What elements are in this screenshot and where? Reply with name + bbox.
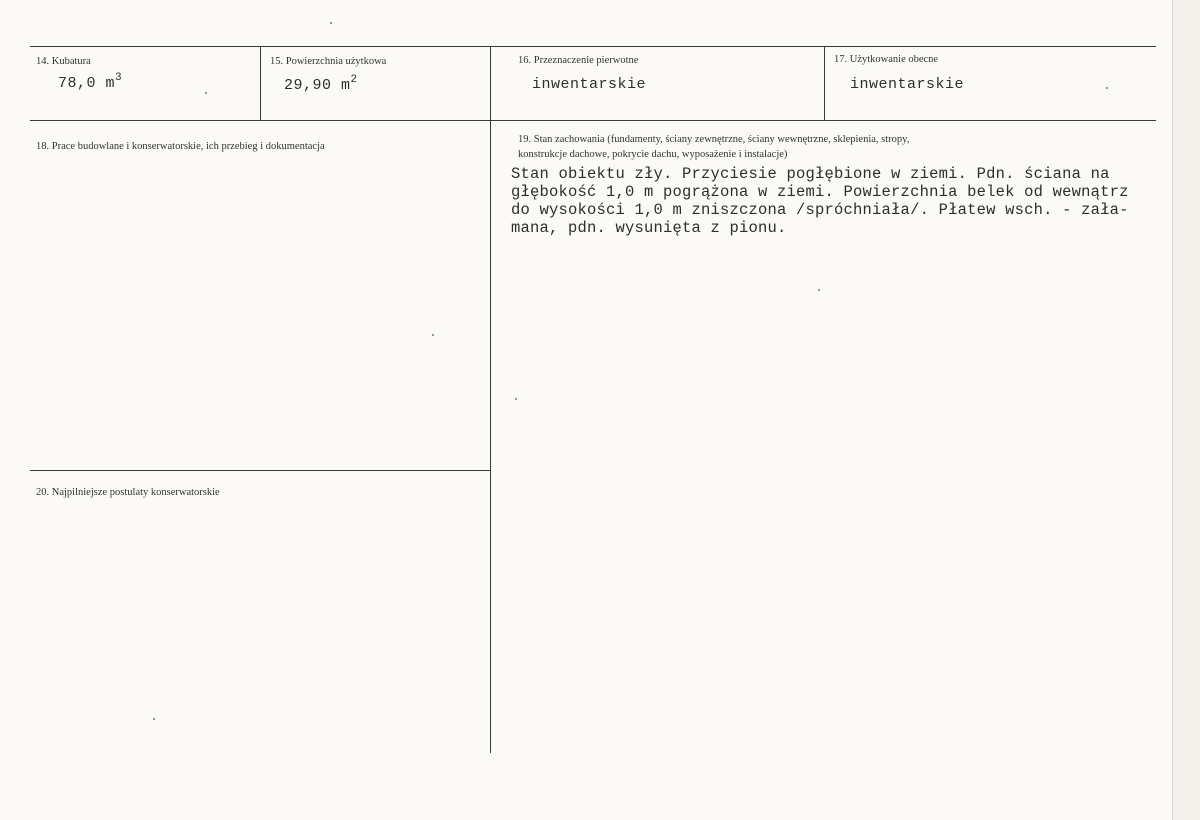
row-divider-1 (30, 120, 1156, 121)
field-19-text-line-1: Stan obiektu zły. Przyciesie pogłębione w ziemi. Pdn. ściana na (511, 165, 1110, 183)
left-column-divider (30, 470, 490, 471)
field-17-label: 17. Użytkowanie obecne (834, 54, 939, 65)
top-rule (30, 46, 1156, 47)
paper-speck (432, 334, 434, 336)
col-divider-14-15 (260, 46, 261, 120)
field-15-value (284, 75, 358, 94)
paper-speck (205, 92, 207, 94)
field-14-number: 78,0 m (58, 75, 116, 92)
field-14-value (58, 73, 122, 92)
field-19-label-line-2: konstrukcje dachowe, pokrycie dachu, wyposażenie i instalacje) (518, 149, 788, 160)
field-15-exponent: 2 (350, 74, 358, 86)
field-15-number: 29,90 m (284, 77, 351, 94)
field-14-exponent: 3 (115, 72, 123, 84)
field-18-label: 18. Prace budowlane i konserwatorskie, ich przebieg i dokumentacja (36, 141, 325, 152)
col-divider-main (490, 46, 491, 753)
paper-speck (818, 289, 820, 291)
paper-speck (1106, 87, 1108, 89)
field-16-label: 16. Przeznaczenie pierwotne (518, 55, 639, 66)
field-20-label: 20. Najpilniejsze postulaty konserwatorskie (36, 487, 220, 498)
field-19-text-line-3: do wysokości 1,0 m zniszczona /spróchniała/. Płatew wsch. - zała- (511, 201, 1129, 219)
field-19-text-line-4: mana, pdn. wysunięta z pionu. (511, 219, 787, 237)
paper-speck (330, 22, 332, 24)
field-15-label: 15. Powierzchnia użytkowa (270, 56, 387, 67)
field-19-label-line-1: 19. Stan zachowania (fundamenty, ściany zewnętrzne, ściany wewnętrzne, sklepienia, stropy, (518, 134, 910, 145)
paper-speck (515, 398, 517, 400)
field-19-text-line-2: głębokość 1,0 m pogrążona w ziemi. Powierzchnia belek od wewnątrz (511, 183, 1129, 201)
col-divider-16-17 (824, 46, 825, 120)
field-16-value: inwentarskie (532, 76, 647, 93)
field-14-label: 14. Kubatura (36, 56, 91, 67)
field-17-value: inwentarskie (850, 76, 965, 93)
paper-speck (153, 718, 155, 720)
